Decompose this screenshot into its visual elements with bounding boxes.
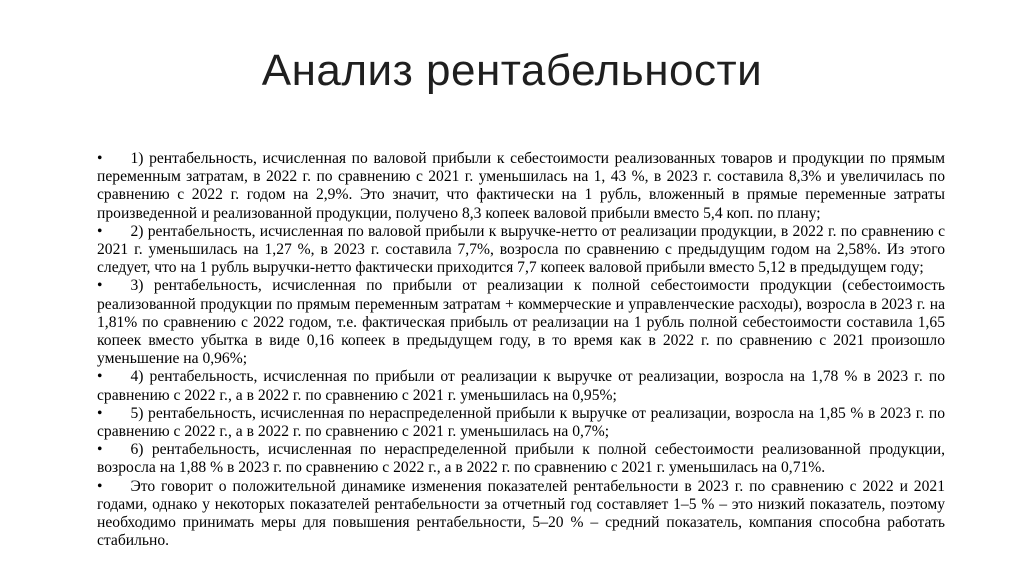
bullet-paragraph [97, 405, 945, 441]
bullet-text: 5) рентабельность, исчисленная по нераспределенной прибыли к выручке от реализации, возросла на 1,85 % в 2023 г. по сравнению с 2022 г., а в 2022 г. по сравнению с 2021 г. уменьшилась на 0,7%; [97, 404, 945, 441]
slide-title: Анализ рентабельности [261, 46, 763, 95]
bullet-text: Это говорит о положительной динамике изменения показателей рентабельности в 2023 г. по сравнению с 2022 и 2021 годами, однако у некоторых показателей рентабельности за отчетный год составляет 1–5 % – это низкий показатель, поэтому необходимо принимать меры для повышения рентабельности, 5–20 % – средний показатель, компания способна работать стабильно. [97, 477, 945, 550]
bullet-text: 1) рентабельность, исчисленная по валовой прибыли к себестоимости реализованных товаров и продукции по прямым переменным затратам, в 2022 г. по сравнению с 2021 г. уменьшилась на 1, 43 %, в 2023 г. составила 8,3% и увеличилась по сравнению с 2022 г. годом на 2,9%. Это значит, что фактически на 1 рубль, вложенный в прямые переменные затраты произведенной и реализованной продукции, получено 8,3 копеек валовой прибыли вместо 5,4 коп. по плану; [97, 150, 945, 222]
bullet-paragraph [97, 368, 945, 404]
bullet-marker: • [97, 150, 103, 167]
bullet-text: 3) рентабельность, исчисленная по прибыли от реализации к полной себестоимости продукции (себестоимость реализованной продукции по прямым переменным затратам + коммерческие и управленческие расходы), возросла в 2023 г. на 1,81% по сравнению с 2022 годом, т.е. фактическая прибыль от реализации на 1 рубль полной себестоимости составила 1,65 копеек вместо убытка в виде 0,16 копеек в предыдущем году, в то время как в 2022 г. по сравнению с 2021 произошло уменьшение на 0,96%; [97, 277, 945, 368]
bullet-text: 6) рентабельность, исчисленная по нераспределенной прибыли к полной себестоимости реализованной продукции, возросла на 1,88 % в 2023 г. по сравнению с 2022 г., а в 2022 г. по сравнению с 2021 г. уменьшилась на 0,71%. [97, 441, 945, 477]
bullet-paragraph [97, 277, 945, 368]
bullet-text: 4) рентабельность, исчисленная по прибыли от реализации к выручке от реализации, возросла на 1,78 % в 2023 г. по сравнению с 2022 г., а в 2022 г. по сравнению с 2021 г. уменьшилась на 0,95%; [97, 368, 945, 404]
bullet-marker: • [97, 441, 103, 459]
slide-body-text-block [97, 150, 945, 550]
bullet-marker: • [97, 277, 103, 295]
bullet-marker: • [97, 477, 103, 495]
bullet-marker: • [97, 368, 103, 386]
bullet-marker: • [97, 404, 103, 422]
bullet-paragraph [97, 223, 945, 278]
bullet-paragraph [97, 441, 945, 477]
bullet-marker: • [97, 222, 103, 240]
bullet-text: 2) рентабельность, исчисленная по валовой прибыли к выручке-нетто от реализации продукции, в 2022 г. по сравнению с 2021 г. уменьшилась на 1,27 %, в 2023 г. составила 7,7%, возросла по сравнению с предыдущим годом на 2,58%. Из этого следует, что на 1 рубль выручки-нетто фактически приходится 7,7 копеек валовой прибыли вместо 5,12 в предыдущем году; [97, 222, 945, 277]
bullet-paragraph [97, 150, 945, 223]
bullet-paragraph [97, 478, 945, 551]
